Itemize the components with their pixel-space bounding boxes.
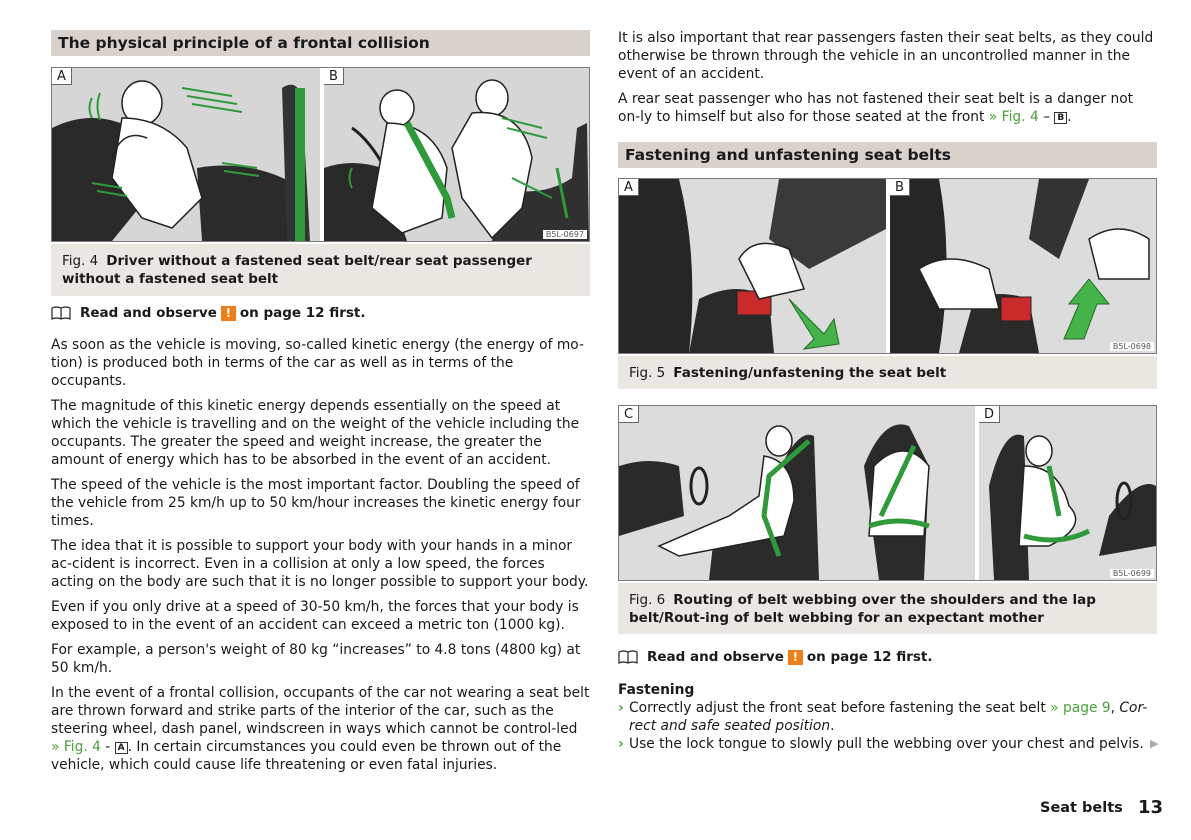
- fig5-caption: [618, 356, 1157, 389]
- figure-4-image: [51, 67, 590, 242]
- fig4-link[interactable]: » Fig. 4: [988, 109, 1039, 125]
- read-observe-text: Read and observe: [647, 649, 784, 665]
- paragraph: The idea that it is possible to support your body with your hands in a minor ac-cident is incorrect. Even in a collision at only a low speed, the forces acting on the body are such that it is no longer possible to support your body.: [51, 538, 589, 590]
- fig4-caption: [51, 244, 590, 296]
- section-title-frontal-collision: The physical principle of a frontal collision: [51, 30, 590, 56]
- fig4-title: Driver without a fastened seat belt/rear seat passenger without a fastened seat belt: [62, 253, 532, 287]
- paragraph: Even if you only drive at a speed of 30-50 km/h, the forces that your body is exposed to in the event of an accident can exceed a metric ton (1000 kg).: [51, 599, 579, 633]
- read-observe-page-ref[interactable]: on page 12 first.: [806, 649, 933, 665]
- footer-section-title: Seat belts: [1040, 800, 1123, 816]
- paragraph-tail: .: [1067, 109, 1072, 125]
- list-item: [618, 699, 1157, 735]
- read-observe-page-ref[interactable]: on page 12 first.: [239, 305, 366, 321]
- fig4-panel-b-label: B: [324, 68, 344, 85]
- fig6-number: Fig. 6: [629, 592, 666, 608]
- fig6-panel-d-label: D: [979, 406, 1000, 423]
- paragraph-frontal-collision: [51, 684, 590, 774]
- list-item: [618, 735, 1157, 753]
- read-observe-text: Read and observe: [80, 305, 217, 321]
- fig4-number: Fig. 4: [62, 253, 99, 269]
- book-icon: [51, 306, 71, 320]
- right-intro-text: [618, 29, 1157, 133]
- fig5-illustration: [619, 179, 1156, 353]
- separator: ,: [1110, 700, 1120, 716]
- panel-key-b: B: [1054, 112, 1067, 124]
- book-icon: [618, 650, 638, 664]
- fig6-caption: [618, 583, 1157, 634]
- page-9-link[interactable]: » page 9: [1050, 700, 1111, 716]
- paragraph-text: A rear seat passenger who has not fastened their seat belt is a danger not on-ly to himself but also for those seated at the front: [618, 91, 1134, 125]
- fig5-title: Fastening/unfastening the seat belt: [673, 365, 947, 381]
- footer-page-number: 13: [1138, 797, 1164, 818]
- fig6-title: Routing of belt webbing over the shoulders and the lap belt/Rout-ing of belt webbing for an expectant mother: [629, 592, 1096, 626]
- italic-reference: Cor-rect and safe seated position: [629, 700, 1148, 734]
- paragraph: For example, a person's weight of 80 kg “increases” to 4.8 tons (4800 kg) at 50 km/h.: [51, 642, 581, 676]
- left-body-text: [51, 336, 590, 781]
- period: .: [830, 718, 835, 734]
- paragraph-text: In the event of a frontal collision, occupants of the car not wearing a seat belt are thrown forward and strike parts of the interior of the car, such as the steering wheel, dash panel, windscreen in ways which cannot be control-led: [51, 685, 590, 737]
- section-title-fastening: Fastening and unfastening seat belts: [618, 142, 1157, 168]
- warning-icon: !: [221, 306, 236, 321]
- fig4-panel-a-label: A: [52, 68, 72, 85]
- next-page-icon: ▶: [1150, 737, 1159, 750]
- dash: –: [1038, 109, 1055, 125]
- dash: -: [100, 739, 115, 755]
- figure-6-image: [618, 405, 1157, 581]
- read-observe-right: [618, 649, 1157, 665]
- fig5-panel-a-label: A: [619, 179, 639, 196]
- paragraph-rear-passenger: [618, 90, 1157, 126]
- fig4-code: B5L-0697: [543, 230, 587, 239]
- fig6-panel-c-label: C: [619, 406, 639, 423]
- paragraph: As soon as the vehicle is moving, so-called kinetic energy (the energy of mo-tion) is produced both in terms of the car as well as in terms of the occupants.: [51, 337, 584, 389]
- read-observe-left: [51, 305, 590, 321]
- fig4-illustration: [52, 68, 589, 241]
- fastening-instructions: [618, 681, 1157, 753]
- list-item-text: Use the lock tongue to slowly pull the webbing over your chest and pelvis.: [629, 736, 1144, 752]
- chevron-right-icon: ›: [618, 700, 624, 716]
- fig6-illustration: [619, 406, 1156, 580]
- paragraph: It is also important that rear passengers fasten their seat belts, as they could otherwise be thrown through the vehicle in an uncontrolled manner in the event of an accident.: [618, 30, 1154, 82]
- fig5-code: B5L-0698: [1110, 342, 1154, 351]
- fig6-code: B5L-0699: [1110, 569, 1154, 578]
- fastening-heading: Fastening: [618, 682, 695, 698]
- paragraph-tail: . In certain circumstances you could even be thrown out of the vehicle, which could cause life threatening or even fatal injuries.: [51, 739, 562, 773]
- panel-key-a: A: [115, 742, 128, 754]
- fig5-number: Fig. 5: [629, 365, 666, 381]
- chevron-right-icon: ›: [618, 736, 624, 752]
- paragraph: The magnitude of this kinetic energy depends essentially on the speed at which the vehicle is travelling and on the weight of the vehicle including the occupants. The greater the speed and weight increase, the greater the amount of energy which has to be absorbed in the event of an accident.: [51, 398, 580, 468]
- paragraph: The speed of the vehicle is the most important factor. Doubling the speed of the vehicle from 25 km/h up to 50 km/hour increases the kinetic energy four times.: [51, 477, 581, 529]
- fig4-link[interactable]: » Fig. 4: [51, 739, 101, 755]
- warning-icon: !: [788, 650, 803, 665]
- list-item-text: Correctly adjust the front seat before fastening the seat belt: [629, 700, 1046, 716]
- fig5-panel-b-label: B: [890, 179, 910, 196]
- figure-5-image: [618, 178, 1157, 354]
